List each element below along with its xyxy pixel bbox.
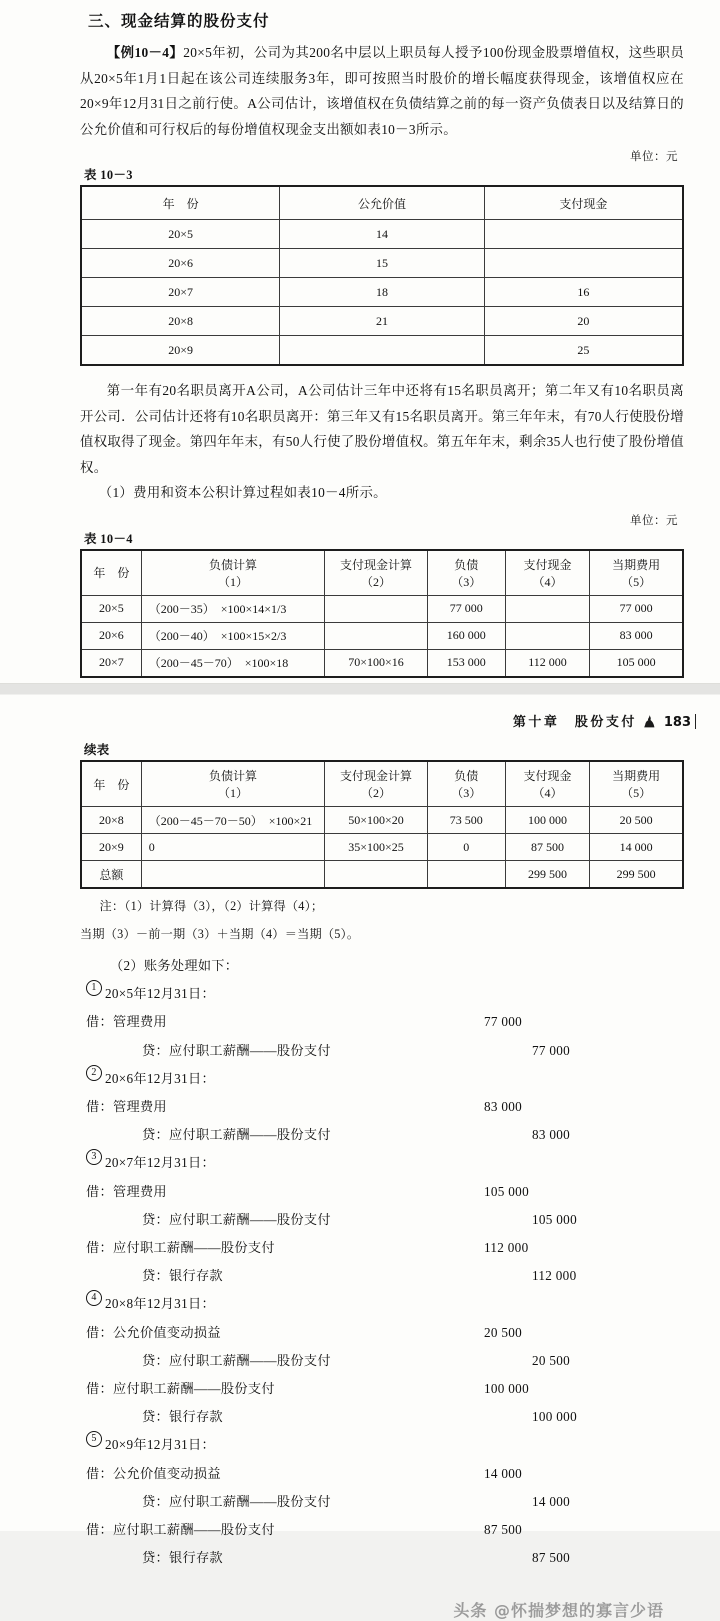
- unit-label-table-10-4: 单位：元: [630, 514, 678, 527]
- table-10-3-row: [81, 249, 683, 278]
- table-10-4-cell: 83 000: [590, 622, 683, 649]
- journal-account: 贷：应付职工薪酬——股份支付: [142, 1352, 331, 1368]
- table-10-3-cell: 20×6: [81, 249, 280, 278]
- journal-line: [80, 1206, 684, 1234]
- table-continued-cell: 299 500: [505, 861, 589, 889]
- table-10-4-header-cell: 负债 （3）: [427, 550, 505, 596]
- table-10-4-cell: 160 000: [427, 622, 505, 649]
- journal-line: [80, 1460, 684, 1488]
- table-continued-cell: [427, 861, 505, 889]
- running-head-chapter: 第十章 股份支付: [512, 715, 637, 730]
- table-10-3-caption: 表 10－3: [84, 168, 133, 182]
- note-line-2: 当期（3）－前一期（3）＋当期（4）＝当期（5）。: [80, 927, 360, 941]
- example-paragraph: [80, 40, 684, 142]
- table-continued-header-cell: 支付现金计算 （2）: [325, 761, 427, 807]
- table-10-4-cell: 77 000: [590, 595, 683, 622]
- table-10-3-row: [81, 278, 683, 307]
- table-10-3-cell: 15: [280, 249, 485, 278]
- journal-account: 借：管理费用: [86, 1014, 167, 1030]
- journal-line: [80, 1347, 684, 1375]
- journal-line: [80, 1544, 684, 1572]
- table-10-4-cell: 77 000: [427, 595, 505, 622]
- table-10-3-cell: 20×5: [81, 220, 280, 249]
- table-10-4-cell: 112 000: [505, 649, 589, 677]
- table-10-3-cell: 14: [280, 220, 485, 249]
- journal-account: 借：公允价值变动损益: [86, 1465, 221, 1481]
- journal-line: [80, 1178, 684, 1206]
- journal-line: [80, 1262, 684, 1290]
- table-continued-cell: 20×8: [81, 807, 141, 834]
- table-10-4-caption: 表 10－4: [84, 531, 133, 546]
- journal-date-text: 20×7年12月31日：: [105, 1155, 215, 1171]
- table-10-3-header-cell: 公允价值: [280, 186, 485, 220]
- table-10-4-cell: （200－35） ×100×14×1/3: [141, 595, 325, 622]
- table-10-3-header-cell: 年 份: [81, 186, 280, 220]
- circled-number-icon: 4: [86, 1290, 102, 1306]
- table-10-3-row: [81, 336, 683, 366]
- table-continued-cell: [141, 861, 325, 889]
- table-continued-cell: 50×100×20: [325, 807, 427, 834]
- journal-line: [80, 1008, 684, 1036]
- journal-amount: 100 000: [532, 1409, 577, 1425]
- running-head: [0, 695, 720, 730]
- table-10-4-row: [81, 649, 683, 677]
- journal-amount: 83 000: [532, 1127, 571, 1143]
- table-10-3: [80, 185, 684, 366]
- journal-account: 贷：应付职工薪酬——股份支付: [142, 1211, 331, 1227]
- narrative-paragraph: 第一年有20名职员离开A公司，A公司估计三年中还将有15名职员离开；第二年又有10名职员离开公司．公司估计还将有10名职员离开：第三年又有15名职员离开。第三年年末，有70人行使股份增值权取得了现金。第四年年末，有50人行使了股份增值权。第五年年末，剩余35人也行使了股份增值权。: [80, 383, 684, 475]
- table-10-4-row: [81, 595, 683, 622]
- journal-amount: 20 500: [532, 1352, 571, 1368]
- journal-date-text: 20×5年12月31日：: [105, 986, 215, 1002]
- table-continued-cell: 299 500: [590, 861, 683, 889]
- table-10-3-cell: [484, 220, 683, 249]
- item-1-paragraph: （1）费用和资本公积计算过程如表10－4所示。: [98, 485, 387, 500]
- table-10-4-cell: 70×100×16: [325, 649, 427, 677]
- journal-account: 贷：应付职工薪酬——股份支付: [142, 1042, 331, 1058]
- journal-line: [80, 1516, 684, 1544]
- journal-line: [80, 1234, 684, 1262]
- journal-amount: 105 000: [532, 1211, 577, 1227]
- journal-account: 借：公允价值变动损益: [86, 1324, 221, 1340]
- table-continued-cell: [325, 861, 427, 889]
- journal-amount: 14 000: [484, 1465, 523, 1481]
- table-10-3-cell: 20: [484, 307, 683, 336]
- table-continued-row: [81, 807, 683, 834]
- journal-account: 借：管理费用: [86, 1183, 167, 1199]
- table-continued-cell: 14 000: [590, 834, 683, 861]
- table-10-4-cell: [325, 622, 427, 649]
- table-continued-cell: （200－45－70－50） ×100×21: [141, 807, 325, 834]
- journal-group-date: [80, 1065, 684, 1093]
- table-10-3-row: [81, 220, 683, 249]
- journal-amount: 20 500: [484, 1324, 523, 1340]
- journal-amount: 83 000: [484, 1099, 523, 1115]
- circled-number-icon: 5: [86, 1431, 102, 1447]
- table-continued-header-row: [81, 761, 683, 807]
- item-2-paragraph: （2）账务处理如下：: [110, 958, 239, 973]
- circled-number-icon: 1: [86, 980, 102, 996]
- journal-account: 贷：银行存款: [142, 1409, 223, 1425]
- table-10-4-header-cell: 年 份: [81, 550, 141, 596]
- table-10-3-cell: 25: [484, 336, 683, 366]
- unit-label-table-10-3: 单位：元: [630, 151, 678, 163]
- journal-amount: 14 000: [532, 1493, 571, 1509]
- journal-account: 借：应付职工薪酬——股份支付: [86, 1522, 275, 1538]
- table-10-4-cell: 20×5: [81, 595, 141, 622]
- table-10-4-cell: 20×7: [81, 649, 141, 677]
- journal-amount: 112 000: [532, 1268, 577, 1284]
- journal-group-date: [80, 1431, 684, 1459]
- table-10-4-header-cell: 支付现金计算 （2）: [325, 550, 427, 596]
- journal-account: 借：管理费用: [86, 1099, 167, 1115]
- table-10-4-header-row: [81, 550, 683, 596]
- circled-number-icon: 3: [86, 1149, 102, 1165]
- table-10-3-header-row: [81, 186, 683, 220]
- table-10-3-cell: 21: [280, 307, 485, 336]
- table-continued-cell: 100 000: [505, 807, 589, 834]
- table-10-3-header-cell: 支付现金: [484, 186, 683, 220]
- journal-account: 贷：应付职工薪酬——股份支付: [142, 1127, 331, 1143]
- table-continued-cell: 总额: [81, 861, 141, 889]
- table-10-4: [80, 549, 684, 678]
- journal-line: [80, 1037, 684, 1065]
- journal-amount: 112 000: [484, 1240, 529, 1256]
- table-continued-cell: 0: [427, 834, 505, 861]
- journal-line: [80, 1488, 684, 1516]
- table-10-3-cell: 18: [280, 278, 485, 307]
- journal-line: [80, 1121, 684, 1149]
- table-continued-cell: 0: [141, 834, 325, 861]
- journal-entries: [80, 980, 684, 1572]
- note-line-1: 注：（1）计算得（3），（2）计算得（4）；: [99, 899, 324, 913]
- journal-group-date: [80, 980, 684, 1008]
- journal-amount: 87 500: [484, 1522, 523, 1538]
- page-number: 183: [663, 715, 691, 730]
- table-continued-header-cell: 当期费用 （5）: [590, 761, 683, 807]
- ornament-icon: [644, 715, 655, 728]
- table-10-3-cell: 16: [484, 278, 683, 307]
- journal-account: 借：应付职工薪酬——股份支付: [86, 1240, 275, 1256]
- journal-line: [80, 1093, 684, 1121]
- table-continued-cell: 35×100×25: [325, 834, 427, 861]
- table-10-4-cell: 20×6: [81, 622, 141, 649]
- journal-line: [80, 1319, 684, 1347]
- table-continued-header-cell: 负债 （3）: [427, 761, 505, 807]
- journal-account: 贷：银行存款: [142, 1268, 223, 1284]
- page-separator: [0, 683, 720, 695]
- journal-group-date: [80, 1149, 684, 1177]
- table-10-4-header-cell: 当期费用 （5）: [590, 550, 683, 596]
- table-10-4-cell: [505, 595, 589, 622]
- journal-account: 借：应付职工薪酬——股份支付: [86, 1381, 275, 1397]
- table-10-3-cell: [280, 336, 485, 366]
- table-10-4-header-cell: 支付现金 （4）: [505, 550, 589, 596]
- table-continued: [80, 760, 684, 889]
- table-continued-header-cell: 年 份: [81, 761, 141, 807]
- table-continued-cell: 87 500: [505, 834, 589, 861]
- table-continued-cell: 20 500: [590, 807, 683, 834]
- continued-table-caption: 续表: [84, 743, 110, 757]
- table-10-3-row: [81, 307, 683, 336]
- journal-amount: 100 000: [484, 1381, 529, 1397]
- table-continued-cell: 20×9: [81, 834, 141, 861]
- table-continued-cell: 73 500: [427, 807, 505, 834]
- journal-amount: 77 000: [484, 1014, 523, 1030]
- scanned-page-one: [0, 0, 720, 683]
- table-10-4-cell: [325, 595, 427, 622]
- journal-account: 贷：银行存款: [142, 1550, 223, 1566]
- table-10-4-cell: （200－40） ×100×15×2/3: [141, 622, 325, 649]
- example-label: 【例10－4】: [106, 45, 184, 60]
- table-continued-header-cell: 支付现金 （4）: [505, 761, 589, 807]
- table-continued-row: [81, 861, 683, 889]
- watermark: 头条 @怀揣梦想的寡言少语: [453, 1601, 664, 1621]
- table-10-4-row: [81, 622, 683, 649]
- table-10-4-cell: （200－45－70） ×100×18: [141, 649, 325, 677]
- table-10-4-cell: 105 000: [590, 649, 683, 677]
- table-10-3-cell: [484, 249, 683, 278]
- journal-amount: 105 000: [484, 1183, 529, 1199]
- table-10-3-cell: 20×8: [81, 307, 280, 336]
- journal-date-text: 20×6年12月31日：: [105, 1070, 215, 1086]
- journal-line: [80, 1403, 684, 1431]
- table-10-3-cell: 20×9: [81, 336, 280, 366]
- journal-line: [80, 1375, 684, 1403]
- table-10-4-cell: 153 000: [427, 649, 505, 677]
- journal-group-date: [80, 1290, 684, 1318]
- table-continued-row: [81, 834, 683, 861]
- journal-amount: 77 000: [532, 1042, 571, 1058]
- page-rule: [695, 714, 696, 729]
- table-10-4-cell: [505, 622, 589, 649]
- table-10-4-header-cell: 负债计算 （1）: [141, 550, 325, 596]
- scanned-page-two: [0, 695, 720, 1621]
- journal-amount: 87 500: [532, 1550, 571, 1566]
- table-10-3-cell: 20×7: [81, 278, 280, 307]
- journal-date-text: 20×9年12月31日：: [105, 1437, 215, 1453]
- journal-date-text: 20×8年12月31日：: [105, 1296, 215, 1312]
- journal-account: 贷：应付职工薪酬——股份支付: [142, 1493, 331, 1509]
- table-continued-header-cell: 负债计算 （1）: [141, 761, 325, 807]
- section-title: 三、现金结算的股份支付: [88, 12, 270, 30]
- example-paragraph-text: 20×5年初，公司为其200名中层以上职员每人授予100份现金股票增值权，这些职员从20×5年1月1日起在该公司连续服务3年，即可按照当时股价的增长幅度获得现金，该增值权应在20×9年12月31日之前行使。A公司估计，该增值权在负债结算之前的每一资产负债表日以及结算日的公允价值和可行权后的每份增值权现金支出额如表10－3所示。: [80, 45, 685, 137]
- circled-number-icon: 2: [86, 1065, 102, 1081]
